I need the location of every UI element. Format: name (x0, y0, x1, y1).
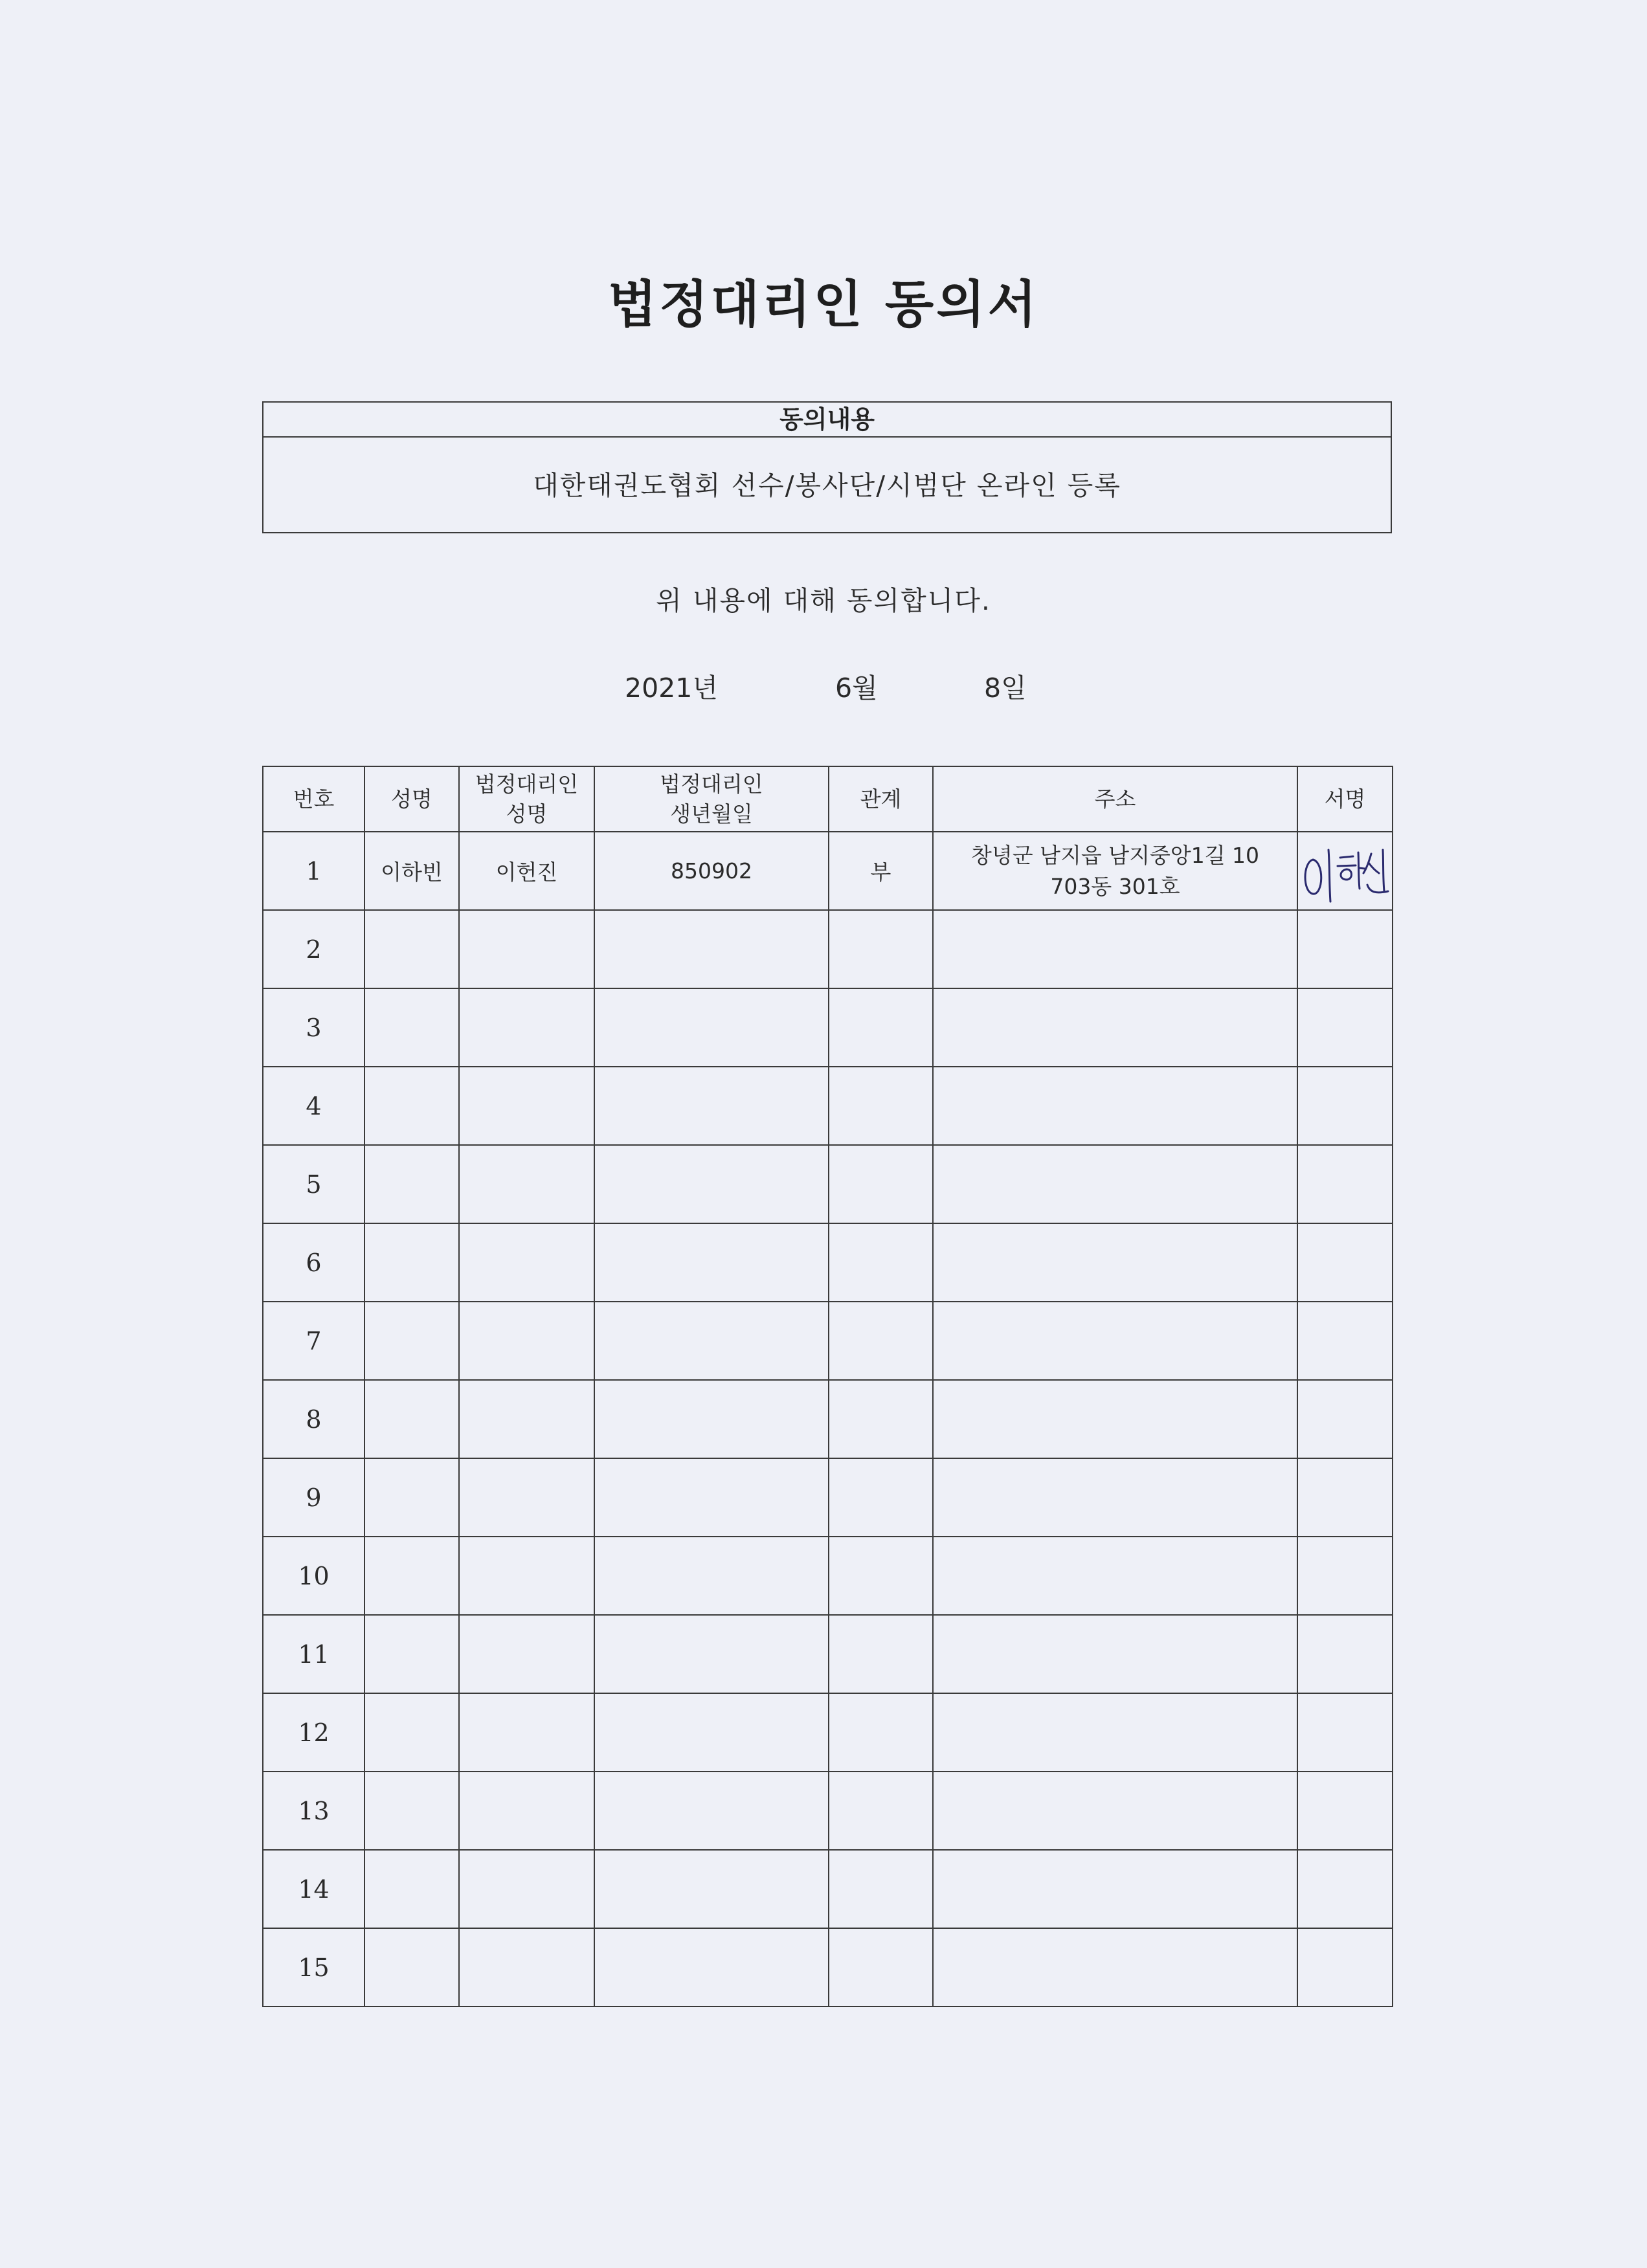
row-number: 4 (263, 1067, 364, 1145)
row-number: 1 (263, 832, 364, 910)
row-rep-name (459, 1067, 594, 1145)
row-number: 15 (263, 1928, 364, 2007)
date-month: 6월 (835, 673, 878, 704)
row-address (933, 910, 1297, 988)
row-relation (829, 1458, 933, 1537)
header-rep-name (459, 766, 594, 832)
row-relation (829, 1067, 933, 1145)
header-rep-birth-line1: 법정대리인 (660, 771, 763, 797)
row-name (364, 1067, 459, 1145)
row-rep-name (459, 1850, 594, 1928)
row-rep-name (459, 1145, 594, 1223)
document-title: 법정대리인 동의서 (608, 276, 1039, 334)
row-number: 2 (263, 910, 364, 988)
row-name (364, 1223, 459, 1302)
row-signature (1297, 910, 1393, 988)
row-address (933, 832, 1297, 910)
row-signature (1297, 1928, 1393, 2007)
table-row (263, 1772, 1393, 1850)
row-rep-birth (594, 1380, 829, 1458)
row-rep-birth (594, 1615, 829, 1693)
row-number: 13 (263, 1772, 364, 1850)
row-name (364, 910, 459, 988)
row-signature (1297, 1302, 1393, 1380)
row-rep-birth (594, 1458, 829, 1537)
row-address-line1: 창녕군 남지읍 남지중앙1길 10 (970, 842, 1260, 868)
row-relation (829, 1145, 933, 1223)
row-relation (829, 988, 933, 1067)
table-row (263, 1693, 1393, 1772)
header-no (263, 766, 364, 832)
row-address (933, 1145, 1297, 1223)
row-relation (829, 1380, 933, 1458)
row-rep-name (459, 1302, 594, 1380)
row-name (364, 1537, 459, 1615)
header-no-label: 번호 (293, 786, 335, 812)
table-row (263, 1380, 1393, 1458)
table-row (263, 1067, 1393, 1145)
row-rep-birth (594, 1145, 829, 1223)
row-rep-name (459, 1693, 594, 1772)
row-address (933, 1067, 1297, 1145)
row-signature (1297, 988, 1393, 1067)
table-row (263, 1928, 1393, 2007)
row-signature (1297, 1850, 1393, 1928)
row-signature (1297, 1615, 1393, 1693)
row-signature (1297, 832, 1393, 910)
row-name (364, 1850, 459, 1928)
row-number: 12 (263, 1693, 364, 1772)
row-rep-birth (594, 1850, 829, 1928)
row-relation (829, 1302, 933, 1380)
row-relation (829, 1693, 933, 1772)
row-number: 10 (263, 1537, 364, 1615)
row-number: 8 (263, 1380, 364, 1458)
row-rep-name (459, 910, 594, 988)
row-rep-birth (594, 1772, 829, 1850)
row-name (364, 1615, 459, 1693)
row-relation (829, 1615, 933, 1693)
row-rep-name (459, 1615, 594, 1693)
row-name (364, 1380, 459, 1458)
row-address (933, 1223, 1297, 1302)
table-row (263, 1145, 1393, 1223)
table-row (263, 1850, 1393, 1928)
header-signature (1297, 766, 1393, 832)
row-relation (829, 1772, 933, 1850)
header-relation (829, 766, 933, 832)
date-year: 2021년 (625, 673, 718, 704)
row-address (933, 1850, 1297, 1928)
row-address (933, 1928, 1297, 2007)
row-address (933, 1615, 1297, 1693)
table-header-row (263, 766, 1393, 832)
row-rep-name (459, 1928, 594, 2007)
row-rep-birth: 850902 (594, 832, 829, 910)
table-row (263, 988, 1393, 1067)
row-relation (829, 1850, 933, 1928)
row-address (933, 1693, 1297, 1772)
row-number: 9 (263, 1458, 364, 1537)
row-rep-birth (594, 1302, 829, 1380)
row-signature (1297, 1067, 1393, 1145)
row-rep-name (459, 988, 594, 1067)
row-address (933, 1380, 1297, 1458)
row-rep-birth (594, 1928, 829, 2007)
table-row (263, 1302, 1393, 1380)
row-number: 6 (263, 1223, 364, 1302)
row-relation (829, 1537, 933, 1615)
row-name (364, 1928, 459, 2007)
row-rep-birth (594, 910, 829, 988)
consent-header: 동의내용 (263, 403, 1391, 438)
handwritten-signature (1300, 837, 1391, 905)
row-relation (829, 1928, 933, 2007)
row-address-line2: 703동 301호 (1050, 873, 1180, 899)
row-rep-birth (594, 1693, 829, 1772)
row-relation (829, 910, 933, 988)
row-number: 5 (263, 1145, 364, 1223)
row-name (364, 988, 459, 1067)
row-signature (1297, 1458, 1393, 1537)
header-name (364, 766, 459, 832)
row-name (364, 1693, 459, 1772)
row-signature (1297, 1145, 1393, 1223)
row-rep-name (459, 1537, 594, 1615)
row-rep-birth (594, 1223, 829, 1302)
header-relation-label: 관계 (860, 786, 902, 812)
header-address (933, 766, 1297, 832)
row-name (364, 1458, 459, 1537)
row-name: 이하빈 (364, 832, 459, 910)
row-signature (1297, 1537, 1393, 1615)
row-number: 7 (263, 1302, 364, 1380)
row-address (933, 1772, 1297, 1850)
table-row (263, 832, 1393, 910)
header-rep-name-line2: 성명 (506, 801, 548, 827)
row-rep-name (459, 1380, 594, 1458)
row-name (364, 1145, 459, 1223)
header-rep-birth-line2: 생년월일 (670, 801, 753, 827)
table-row (263, 1615, 1393, 1693)
date-day: 8일 (984, 673, 1027, 704)
row-signature (1297, 1223, 1393, 1302)
agreement-text: 위 내용에 대해 동의합니다. (656, 585, 991, 616)
row-signature (1297, 1772, 1393, 1850)
header-address-label: 주소 (1094, 786, 1136, 812)
row-rep-birth (594, 1067, 829, 1145)
header-rep-birth (594, 766, 829, 832)
row-number: 3 (263, 988, 364, 1067)
consent-body: 대한태권도협회 선수/봉사단/시범단 온라인 등록 (533, 470, 1121, 501)
row-relation: 부 (829, 832, 933, 910)
row-rep-name (459, 1223, 594, 1302)
row-number: 14 (263, 1850, 364, 1928)
consent-box (262, 401, 1392, 533)
row-name (364, 1302, 459, 1380)
row-rep-birth (594, 1537, 829, 1615)
table-row (263, 1223, 1393, 1302)
header-signature-label: 서명 (1324, 786, 1366, 812)
row-number: 11 (263, 1615, 364, 1693)
row-address (933, 1458, 1297, 1537)
header-name-label: 성명 (391, 786, 432, 812)
row-rep-name: 이헌진 (459, 832, 594, 910)
table-row (263, 1458, 1393, 1537)
row-address (933, 1302, 1297, 1380)
row-relation (829, 1223, 933, 1302)
row-rep-name (459, 1772, 594, 1850)
row-signature (1297, 1380, 1393, 1458)
table-row (263, 910, 1393, 988)
representatives-table (262, 766, 1393, 2007)
table-row (263, 1537, 1393, 1615)
row-address (933, 1537, 1297, 1615)
header-rep-name-line1: 법정대리인 (475, 771, 579, 797)
row-name (364, 1772, 459, 1850)
row-rep-birth (594, 988, 829, 1067)
row-signature (1297, 1693, 1393, 1772)
row-address (933, 988, 1297, 1067)
row-rep-name (459, 1458, 594, 1537)
